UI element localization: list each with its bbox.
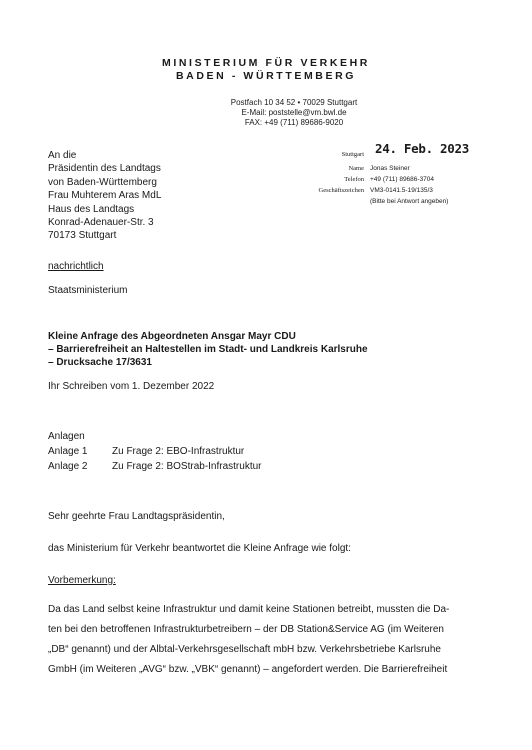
cc-label: nachrichtlich <box>48 261 104 272</box>
subject-line: Kleine Anfrage des Abgeordneten Ansgar Mayr CDU <box>48 331 296 342</box>
ministry-name: MINISTERIUM FÜR VERKEHR <box>162 57 370 69</box>
attachments-title: Anlagen <box>48 431 85 442</box>
recipient-line: Haus des Landtags <box>48 203 135 215</box>
recipient-line: Konrad-Adenauer-Str. 3 <box>48 217 154 229</box>
intro-text: das Ministerium für Verkehr beantwortet die Kleine Anfrage wie folgt: <box>48 543 351 554</box>
recipient-address <box>48 149 161 243</box>
phone-label: Telefon <box>344 176 364 183</box>
attachment-label: Anlage 1 <box>48 446 88 457</box>
postal-address: Postfach 10 34 52 • 70029 Stuttgart <box>230 98 358 107</box>
recipient-line: 70173 Stuttgart <box>48 230 117 242</box>
name-label: Name <box>348 165 364 172</box>
paragraph-line: Da das Land selbst keine Infrastruktur und damit keine Stationen betreibt, mussten die Da- <box>48 604 450 615</box>
place-label: Stuttgart <box>341 151 364 158</box>
attachment-label: Anlage 2 <box>48 461 88 472</box>
subject-line: – Drucksache 17/3631 <box>48 357 152 368</box>
paragraph-line: „DB“ genannt) und der Albtal-Verkehrsgesellschaft mbH bzw. Verkehrsbetriebe Karlsruhe <box>48 644 441 655</box>
reference-label: Geschäftszeichen <box>318 187 364 194</box>
attachment-text: Zu Frage 2: BOStrab-Infrastruktur <box>112 461 262 472</box>
preliminary-heading: Vorbemerkung: <box>48 575 116 586</box>
fax-number: FAX: +49 (711) 89686-9020 <box>244 118 344 127</box>
name-value: Jonas Steiner <box>370 165 410 172</box>
reference-value: VM3-0141.5-19/135/3 <box>370 187 433 194</box>
recipient-line: Präsidentin des Landtags <box>48 163 161 175</box>
cc-value: Staatsministerium <box>48 285 128 296</box>
subject-line: – Barrierefreiheit an Haltestellen im Stadt- und Landkreis Karlsruhe <box>48 344 368 355</box>
email-address: E-Mail: poststelle@vm.bwl.de <box>241 108 347 117</box>
recipient-line: von Baden-Württemberg <box>48 176 157 188</box>
ministry-state: BADEN - WÜRTTEMBERG <box>175 70 357 82</box>
reference-note: (Bitte bei Antwort angeben) <box>370 198 449 205</box>
paragraph-line: GmbH (im Weiteren „AVG“ bzw. „VBK“ genannt) – angefordert werden. Die Barrierefreiheit <box>48 664 448 675</box>
reference-letter: Ihr Schreiben vom 1. Dezember 2022 <box>48 381 215 392</box>
paragraph-line: ten bei den betroffenen Infrastrukturbetreibern – der DB Station&Service AG (im Weiteren <box>48 624 444 635</box>
phone-value: +49 (711) 89686-3704 <box>370 176 435 183</box>
recipient-line: An die <box>48 150 77 161</box>
recipient-line: Frau Muhterem Aras MdL <box>48 190 162 202</box>
date-stamp: 24. Feb. 2023 <box>375 141 469 156</box>
salutation: Sehr geehrte Frau Landtagspräsidentin, <box>48 511 225 522</box>
ministry-contact <box>0 98 532 128</box>
attachment-text: Zu Frage 2: EBO-Infrastruktur <box>112 446 245 457</box>
